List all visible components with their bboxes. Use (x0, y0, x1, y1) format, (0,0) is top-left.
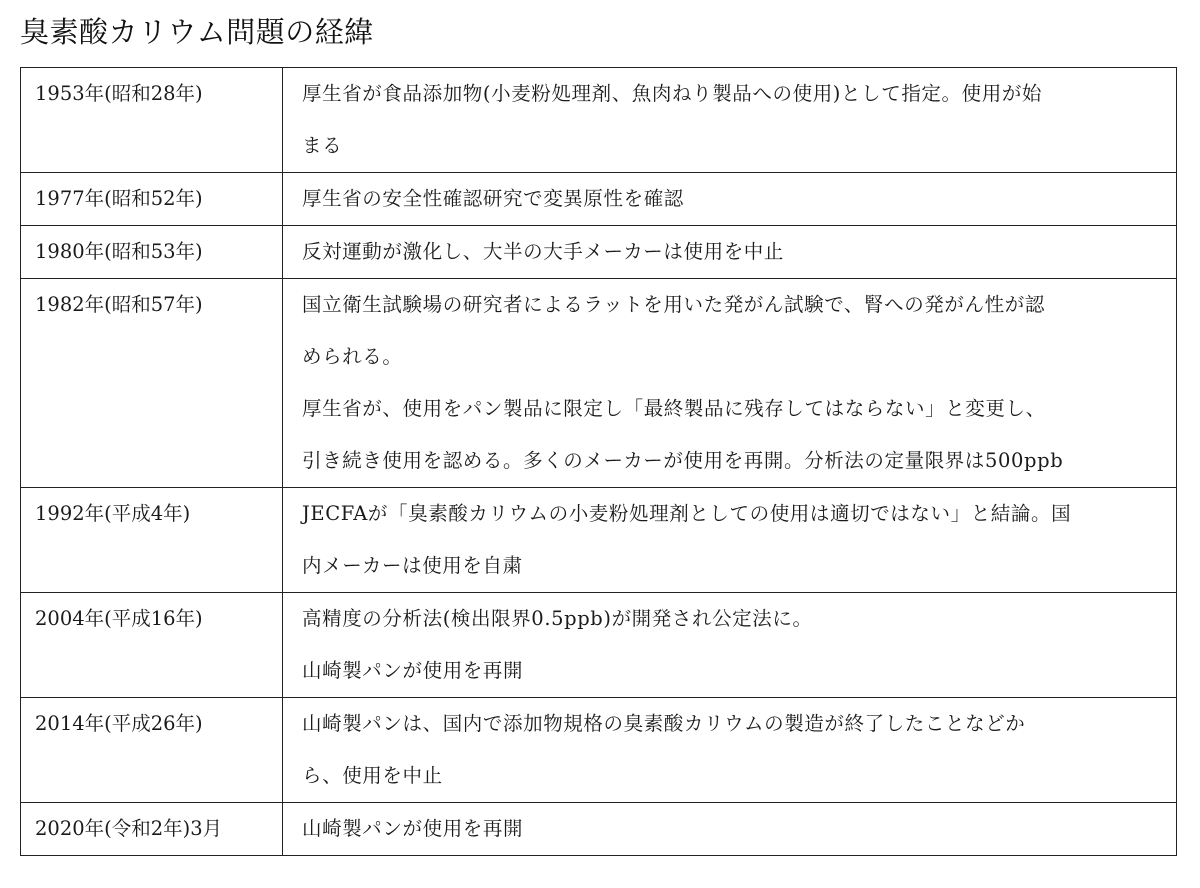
year-cell: 2014年(平成26年) (21, 698, 283, 803)
description-cell (283, 173, 1177, 226)
table-row (21, 279, 1177, 488)
description-line: 厚生省が、使用をパン製品に限定し「最終製品に残存してはならない」と変更し、 (302, 397, 1046, 420)
year-cell: 2020年(令和2年)3月 (21, 803, 283, 856)
table-row (21, 226, 1177, 279)
description-cell (283, 279, 1177, 488)
year-cell: 1953年(昭和28年) (21, 68, 283, 173)
page-title: 臭素酸カリウム問題の経緯 (20, 15, 374, 49)
description-cell (283, 698, 1177, 803)
table-row (21, 68, 1177, 173)
description-cell (283, 226, 1177, 279)
description-line: 反対運動が激化し、大半の大手メーカーは使用を中止 (302, 240, 785, 263)
description-line: 内メーカーは使用を自粛 (302, 554, 523, 577)
description-line: められる。 (302, 345, 403, 368)
description-line: 山崎製パンが使用を再開 (302, 659, 524, 682)
table-row (21, 593, 1177, 698)
description-line: 山崎製パンは、国内で添加物規格の臭素酸カリウムの製造が終了したことなどか (302, 712, 1026, 735)
table-row (21, 173, 1177, 226)
description-line: ら、使用を中止 (302, 764, 443, 787)
description-cell (283, 803, 1177, 856)
year-cell: 1992年(平成4年) (21, 488, 283, 593)
description-line: JECFAが「臭素酸カリウムの小麦粉処理剤としての使用は適切ではない」と結論。国 (302, 502, 1072, 525)
description-line: 高精度の分析法(検出限界0.5ppb)が開発され公定法に。 (302, 607, 813, 630)
year-cell: 1980年(昭和53年) (21, 226, 283, 279)
description-line: 引き続き使用を認める。多くのメーカーが使用を再開。分析法の定量限界は500ppb (302, 449, 1064, 472)
description-cell (283, 488, 1177, 593)
table-row (21, 803, 1177, 856)
description-line: 山崎製パンが使用を再開 (302, 817, 524, 840)
table-row (21, 698, 1177, 803)
description-line: まる (302, 134, 343, 157)
description-line: 国立衛生試験場の研究者によるラットを用いた発がん試験で、腎への発がん性が認 (302, 293, 1045, 316)
year-cell: 2004年(平成16年) (21, 593, 283, 698)
description-cell (283, 68, 1177, 173)
year-cell: 1977年(昭和52年) (21, 173, 283, 226)
year-cell: 1982年(昭和57年) (21, 279, 283, 488)
description-cell (283, 593, 1177, 698)
timeline-table (20, 67, 1177, 856)
table-row (21, 488, 1177, 593)
description-line: 厚生省の安全性確認研究で変異原性を確認 (302, 187, 684, 210)
description-line: 厚生省が食品添加物(小麦粉処理剤、魚肉ねり製品への使用)として指定。使用が始 (302, 82, 1043, 105)
